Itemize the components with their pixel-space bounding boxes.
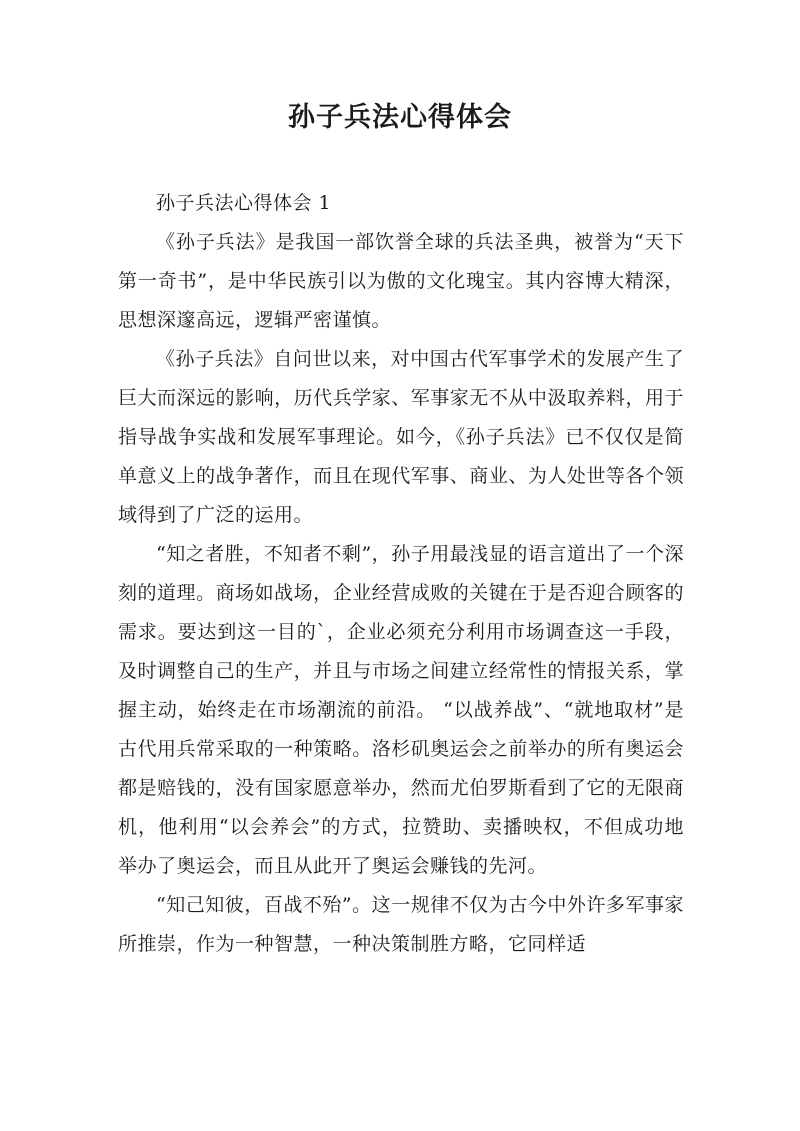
paragraph-4: “知己知彼，百战不殆”。这一规律不仅为古今中外许多军事家所推崇，作为一种智慧，一种决策制胜方略，它同样适: [118, 894, 684, 955]
document-body: [118, 184, 684, 964]
section-subtitle: 孙子兵法心得体会 1: [156, 192, 332, 214]
document-title: 孙子兵法心得体会: [288, 102, 512, 133]
paragraph-2: 《孙子兵法》自问世以来，对中国古代军事学术的发展产生了巨大而深远的影响，历代兵学家、军事家无不从中汲取养料，用于指导战争实战和发展军事理论。如今，《孙子兵法》已不仅仅是简单意义上的战争著作，而且在现代军事、商业、为人处世等各个领域得到了广泛的运用。: [118, 348, 684, 526]
paragraph-1: 《孙子兵法》是我国一部饮誉全球的兵法圣典，被誉为“天下第一奇书”，是中华民族引以为傲的文化瑰宝。其内容博大精深，思想深邃高远，逻辑严密谨慎。: [118, 231, 684, 331]
paragraph-3: “知之者胜，不知者不剩”，孙子用最浅显的语言道出了一个深刻的道理。商场如战场，企业经营成败的关键在于是否迎合顾客的需求。要达到这一目的`，企业必须充分利用市场调查这一手段，及时调整自己的生产，并且与市场之间建立经常性的情报关系，掌握主动，始终走在市场潮流的前沿。 “以战养战”、“就地取材”是古代用兵常采取的一种策略。洛杉矶奥运会之前举办的所有奥运会都是赔钱的，没有国家愿意举办，然而尤伯罗斯看到了它的无限商机，他利用“以会养会”的方式，拉赞助、卖播映权，不但成功地举办了奥运会，而且从此开了奥运会赚钱的先河。: [118, 543, 684, 877]
